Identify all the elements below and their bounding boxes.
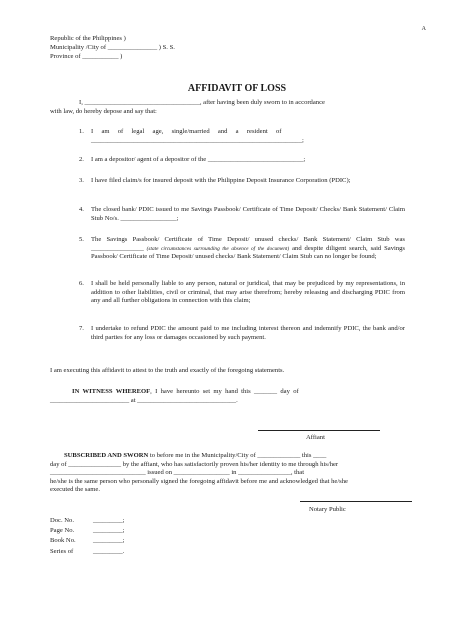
jurat-heading: SUBSCRIBED AND SWORN	[64, 452, 149, 459]
jurat-line-3: _____________________________ issued on _________________ in ________________, that	[50, 469, 305, 477]
register-value: _________.	[93, 547, 125, 555]
register-label: Book No.	[50, 537, 76, 545]
register-row	[50, 516, 125, 526]
jurat-clause	[50, 452, 405, 495]
item-text-line-2: ________________________________________________________________;	[91, 136, 304, 144]
witness-clause	[50, 388, 405, 405]
witness-heading: IN WITNESS WHEREOF	[72, 388, 151, 395]
corner-mark: A	[421, 26, 426, 32]
register-label: Series of	[50, 547, 74, 555]
item-number: 4.	[79, 206, 84, 213]
list-item	[79, 325, 405, 342]
item-note: (state circumstances surrounding the absence of the document)	[146, 245, 290, 252]
register-label: Doc. No.	[50, 517, 74, 524]
register-row	[50, 526, 125, 536]
list-item	[79, 128, 405, 145]
item-number: 1.	[79, 128, 84, 135]
item-text: I have filed claim/s for insured deposit with the Philippine Deposit Insurance Corporation (PDIC);	[91, 177, 351, 184]
jurat-line-4: he/she is the same person who personally signed the foregoing affidavit before me and acknowledged that he/she	[50, 477, 348, 485]
item-text: I am of legal age, single/married and a resident of	[91, 128, 282, 135]
item-number: 2.	[79, 156, 84, 163]
item-text: I am a depositor/ agent of a depositor of the _____________________________;	[91, 156, 306, 163]
item-text	[91, 236, 405, 262]
witness-line-2: ________________________ at ______________________________.	[50, 396, 238, 404]
venue-province: Province of ___________ )	[50, 52, 123, 60]
notary-signature-line	[300, 501, 412, 502]
venue-republic: Republic of the Philippines )	[50, 35, 126, 42]
venue-header	[50, 35, 175, 62]
register-value: _________;	[93, 517, 125, 524]
list-item	[79, 177, 405, 186]
list-item	[79, 280, 405, 306]
notary-label: Notary Public	[309, 506, 346, 513]
jurat-line-5: executed the same.	[50, 486, 100, 494]
register-value: _________;	[93, 527, 125, 535]
jurat-line-1: to before me in the Municipality/City of _____________ this ____	[148, 452, 327, 459]
intro-line-2: with law, do hereby depose and say that:	[50, 108, 157, 115]
register-row	[50, 547, 125, 557]
executing-statement: I am executing this affidavit to attest to the truth and exactly of the foregoing statements.	[50, 367, 285, 374]
affiant-signature-line	[258, 430, 380, 431]
list-item	[79, 156, 405, 165]
intro-line-1: I, ___________________________________, after having been duly sworn to in accordance	[79, 99, 325, 106]
page-title: AFFIDAVIT OF LOSS	[187, 83, 287, 94]
item-text-part-b: and despite diligent search, said Savings Passbook/ Certificate of Time Deposit/ unused checks/ Bank Statement/ Claim Stub can no longer be found;	[91, 244, 406, 261]
register-row	[50, 536, 125, 546]
item-text: I undertake to refund PDIC the amount paid to me including interest thereon and indemnify PDIC, the bank and/or third parties for any loss or damages occasioned by such payment.	[91, 325, 405, 341]
notarial-register	[50, 516, 125, 557]
list-item	[79, 206, 405, 223]
item-number: 3.	[79, 177, 84, 184]
list-item	[79, 236, 405, 262]
item-number: 7.	[79, 325, 84, 332]
item-number: 5.	[79, 236, 84, 243]
item-text-part-a: The Savings Passbook/ Certificate of Time Deposit/ unused checks/ Bank Statement/ Claim Stub was ________________	[91, 236, 405, 252]
item-text: The closed bank/ PDIC issued to me Savings Passbook/ Certificate of Time Deposit/ Checks/ Bank Statement/ Claim Stub No/s. _________________;	[91, 206, 405, 222]
item-number: 6.	[79, 280, 84, 287]
register-value: _________;	[93, 537, 125, 545]
item-text: I shall be held personally liable to any person, natural or juridical, that may be prejudiced by my representations, in addition to other liabilities, civil or criminal, that may arise therefrom; hereby releasing and discharging PDIC from any and all further obligations in connection with this claim;	[91, 280, 405, 305]
witness-text: , I have hereunto set my hand this _______ day of	[150, 388, 299, 395]
jurat-line-2: day of ________________ by the affiant, who has satisfactorily proven his/her identity to me through his/her	[50, 460, 339, 468]
register-label: Page No.	[50, 527, 75, 535]
venue-municipality: Municipality /City of _______________ ) S. S.	[50, 43, 175, 51]
affiant-label: Affiant	[306, 434, 325, 441]
